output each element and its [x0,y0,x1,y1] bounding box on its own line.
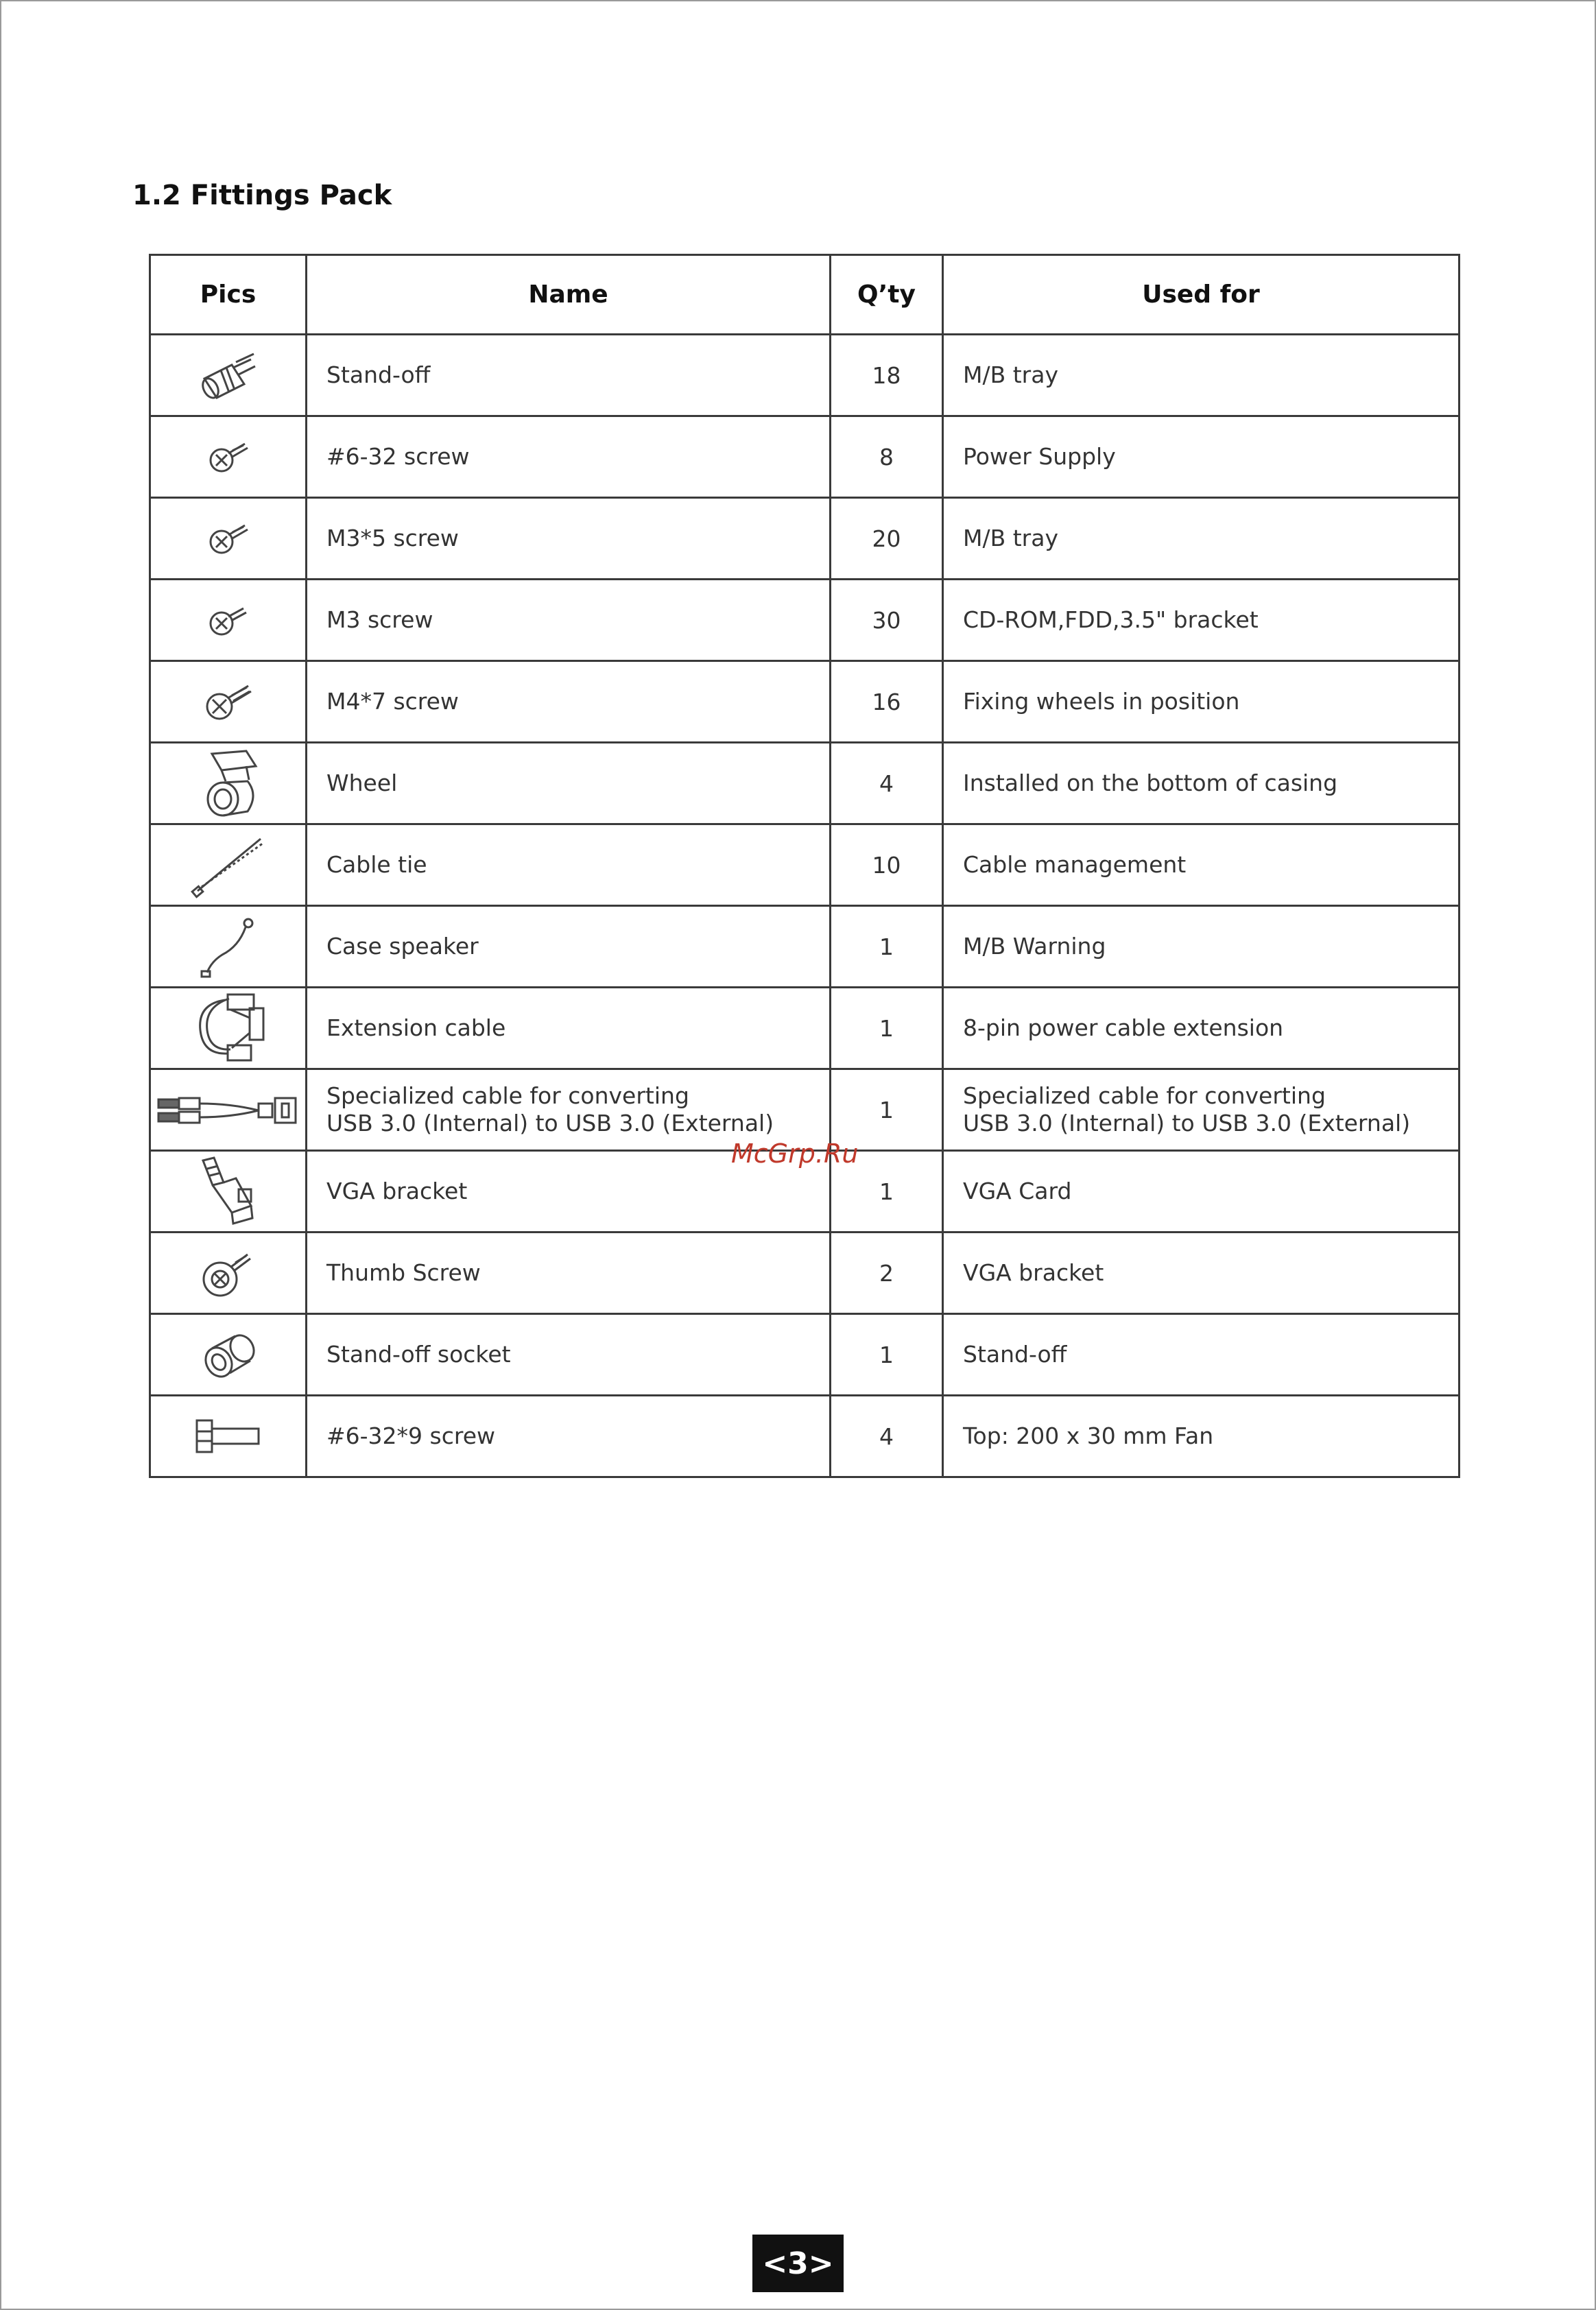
item-qty: 16 [831,661,943,743]
hex-screw-icon [150,1396,307,1477]
header-pics: Pics [150,255,307,335]
item-name: Extension cable [307,988,831,1069]
item-name: Case speaker [307,906,831,988]
item-qty: 10 [831,824,943,906]
socket-icon [150,1314,307,1396]
item-name: Cable tie [307,824,831,906]
cable-tie-icon [150,824,307,906]
item-qty: 1 [831,1151,943,1233]
item-qty: 1 [831,988,943,1069]
item-used-for: CD-ROM,FDD,3.5" bracket [943,580,1460,661]
table-row [150,1233,1460,1314]
item-used-for-line2: USB 3.0 (Internal) to USB 3.0 (External) [963,1110,1411,1136]
table-row [150,416,1460,498]
item-name: Thumb Screw [307,1233,831,1314]
item-qty: 1 [831,1314,943,1396]
item-used-for: Cable management [943,824,1460,906]
item-name: M3*5 screw [307,498,831,580]
item-qty: 4 [831,743,943,824]
screw-icon [150,416,307,498]
table-header-row [150,255,1460,335]
watermark: McGrp.Ru [731,1139,859,1169]
wheel-icon [150,743,307,824]
standoff-icon [150,335,307,416]
item-name: #6-32 screw [307,416,831,498]
item-used-for-line1: Specialized cable for converting [963,1082,1326,1109]
item-used-for: M/B Warning [943,906,1460,988]
item-qty: 2 [831,1233,943,1314]
item-used-for: Stand-off [943,1314,1460,1396]
item-name: M3 screw [307,580,831,661]
item-qty: 1 [831,1069,943,1151]
table-row [150,498,1460,580]
item-qty: 4 [831,1396,943,1477]
speaker-icon [150,906,307,988]
item-name: #6-32*9 screw [307,1396,831,1477]
table-row [150,661,1460,743]
table-row [150,824,1460,906]
item-used-for: M/B tray [943,498,1460,580]
header-name: Name [307,255,831,335]
item-qty: 30 [831,580,943,661]
item-name: Stand-off [307,335,831,416]
usb-cable-icon [150,1069,307,1151]
table-row [150,906,1460,988]
page-number: <3> [752,2235,844,2292]
item-name: M4*7 screw [307,661,831,743]
table-row [150,580,1460,661]
item-used-for: VGA bracket [943,1233,1460,1314]
table-row [150,988,1460,1069]
vga-bracket-icon [150,1151,307,1233]
item-used-for: Top: 200 x 30 mm Fan [943,1396,1460,1477]
fittings-table [149,254,1460,1478]
item-name: Stand-off socket [307,1314,831,1396]
thumb-screw-icon [150,1233,307,1314]
item-qty: 8 [831,416,943,498]
item-used-for: 8-pin power cable extension [943,988,1460,1069]
screw-icon [150,661,307,743]
table-row [150,1396,1460,1477]
item-used-for [943,1069,1460,1151]
table-row [150,1314,1460,1396]
item-used-for: Installed on the bottom of casing [943,743,1460,824]
item-used-for: VGA Card [943,1151,1460,1233]
item-used-for: Power Supply [943,416,1460,498]
header-qty: Q’ty [831,255,943,335]
item-qty: 20 [831,498,943,580]
table-row [150,743,1460,824]
item-qty: 1 [831,906,943,988]
item-name-line1: Specialized cable for converting [326,1082,689,1109]
item-qty: 18 [831,335,943,416]
item-name: Wheel [307,743,831,824]
header-used-for: Used for [943,255,1460,335]
item-used-for: Fixing wheels in position [943,661,1460,743]
table-row [150,335,1460,416]
extension-cable-icon [150,988,307,1069]
item-used-for: M/B tray [943,335,1460,416]
item-name: VGA bracket [307,1151,831,1233]
section-title: 1.2 Fittings Pack [132,180,392,211]
screw-icon [150,580,307,661]
item-name-line2: USB 3.0 (Internal) to USB 3.0 (External) [326,1110,774,1136]
screw-icon [150,498,307,580]
